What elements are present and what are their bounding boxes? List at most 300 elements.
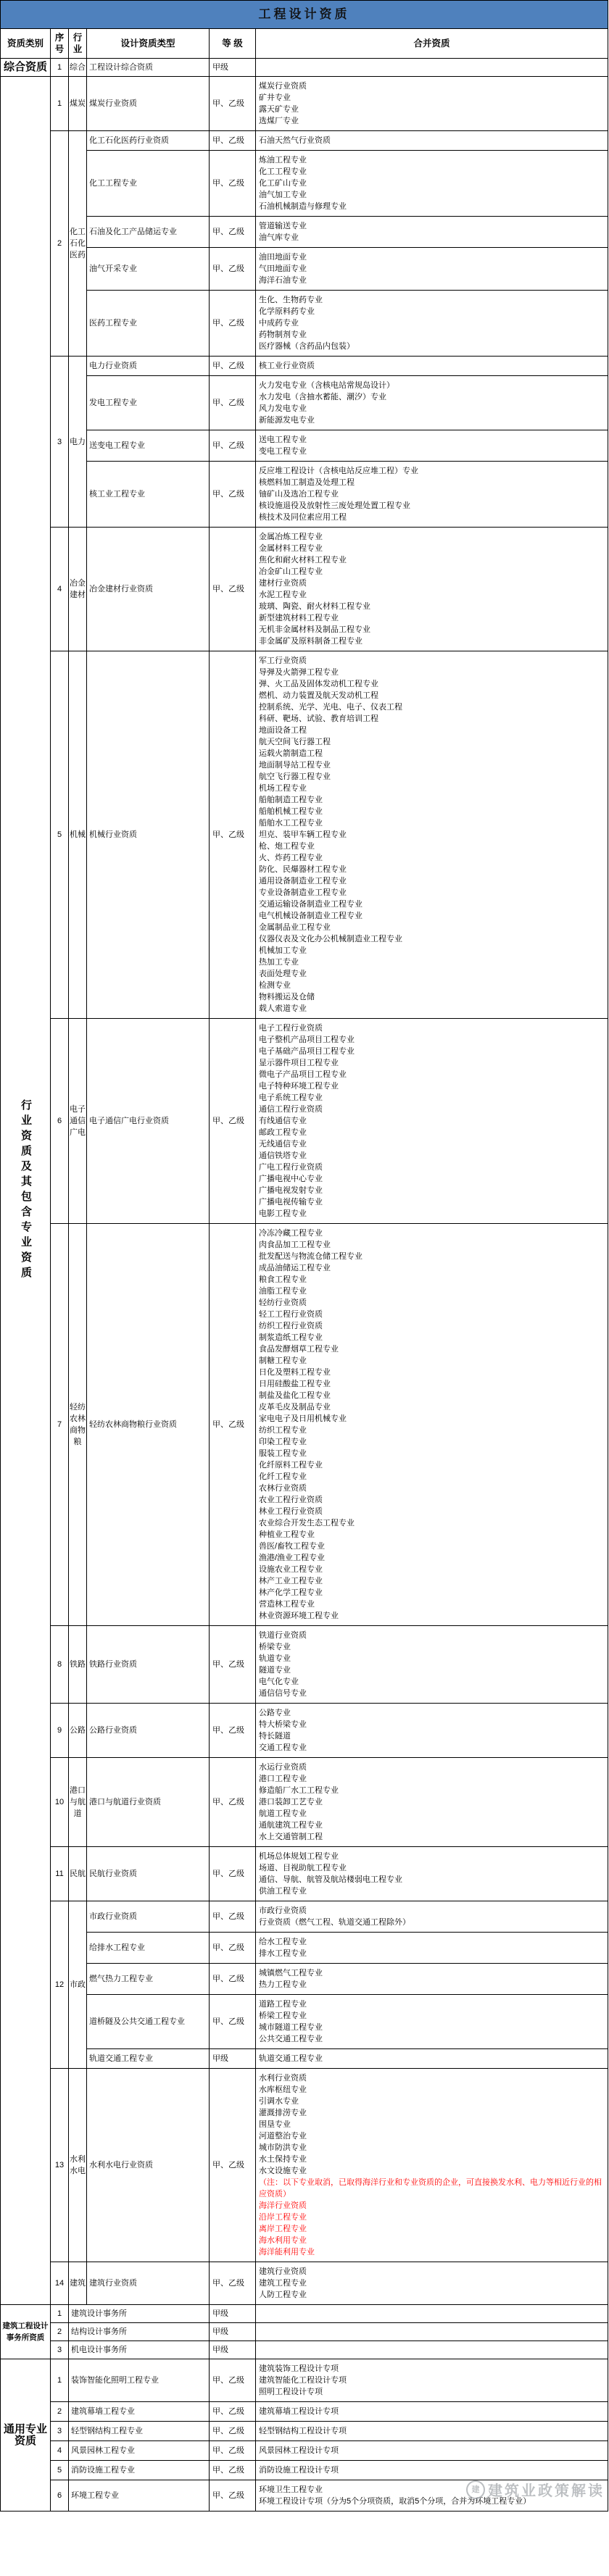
merged-item: 印染工程专业 [259, 1438, 307, 1446]
merged-item: 建筑幕墙工程设计专项 [259, 2407, 339, 2416]
merged-item: 金属材料工程专业 [259, 544, 323, 553]
grade-cell: 甲、乙级 [210, 2461, 256, 2480]
type-cell: 电子通信广电行业资质 [87, 1019, 210, 1224]
merged-item: 火力发电专业（含核电站常规岛设计） [259, 381, 394, 390]
index-cell: 4 [51, 2441, 69, 2461]
industry-cell: 化工石化医药 [69, 131, 87, 357]
merged-item: 有线通信专业 [259, 1117, 307, 1125]
merged-item: 林产工业工程专业 [259, 1577, 323, 1585]
merged-item: 消防设施工程设计专项 [259, 2466, 339, 2475]
grade-cell: 甲、乙级 [210, 1704, 256, 1758]
type-cell: 燃气热力工程专业 [87, 1964, 210, 1995]
merged-item: 防化、民爆器材工程专业 [259, 865, 347, 874]
index-cell: 1 [51, 59, 69, 77]
merged-item: 通用设备制造业工程专业 [259, 877, 347, 885]
table-row [1, 1758, 608, 1847]
merged-item: 特长隧道 [259, 1732, 291, 1741]
merged-item: 制糖工程专业 [259, 1356, 307, 1365]
merged-item: 城市防洪专业 [259, 2143, 307, 2152]
merged-item: 无机非金属材料及制品工程专业 [259, 625, 370, 634]
merged-item: 核燃料加工制造及处理工程 [259, 478, 355, 487]
merged-item: 水力发电（含抽水蓄能、潮汐）专业 [259, 393, 386, 401]
grade-cell: 甲、乙级 [210, 77, 256, 131]
type-cell: 轻型钢结构工程专业 [69, 2422, 210, 2441]
merged-item: 服装工程专业 [259, 1449, 307, 1458]
merged-cell [256, 291, 608, 357]
industry-cell: 公路 [69, 1704, 87, 1758]
table-row [1, 2049, 608, 2069]
merged-item: 石油天然气行业资质 [259, 136, 331, 145]
merged-item: 市政行业资质 [259, 1906, 307, 1915]
grade-cell: 甲、乙级 [210, 357, 256, 376]
index-cell: 2 [51, 2323, 69, 2341]
grade-cell: 甲、乙级 [210, 2359, 256, 2402]
merged-item: 军工行业资质 [259, 656, 307, 665]
merged-item: 露天矿专业 [259, 105, 299, 114]
grade-cell: 甲、乙级 [210, 2441, 256, 2461]
type-cell: 机械行业资质 [87, 651, 210, 1019]
industry-cell: 电力 [69, 357, 87, 528]
industry-cell: 综合 [69, 59, 87, 77]
merged-item: 海洋石油专业 [259, 276, 307, 285]
merged-cell [256, 462, 608, 528]
industry-cell: 机械 [69, 651, 87, 1019]
type-cell: 发电工程专业 [87, 376, 210, 430]
merged-item: 化纤工程专业 [259, 1472, 307, 1481]
merged-item: 成品油储运工程专业 [259, 1264, 331, 1272]
merged-item: 食品发酵烟草工程专业 [259, 1345, 339, 1354]
merged-item: 水库枢纽专业 [259, 2085, 307, 2094]
merged-item: 炼油工程专业 [259, 156, 307, 164]
merged-item: 桥梁专业 [259, 1643, 291, 1651]
merged-item: 载人索道专业 [259, 1004, 307, 1013]
grade-cell: 甲级 [210, 2323, 256, 2341]
grade-cell: 甲级 [210, 2305, 256, 2323]
merged-item: 家电电子及日用机械专业 [259, 1414, 347, 1423]
merged-item: 风力发电专业 [259, 404, 307, 413]
merged-cell [256, 2402, 608, 2422]
merged-item: 排水工程专业 [259, 1949, 307, 1958]
index-cell: 14 [51, 2262, 69, 2305]
table-row [1, 2069, 608, 2262]
merged-cell [256, 1995, 608, 2049]
merged-item: 地面制导站工程专业 [259, 761, 331, 770]
merged-item: 船舶水工工程专业 [259, 819, 323, 828]
merged-item: 林业工程行业资质 [259, 1507, 323, 1516]
grade-cell: 甲、乙级 [210, 2402, 256, 2422]
merged-item: 化学原料药专业 [259, 307, 315, 316]
table-row [1, 1019, 608, 1224]
type-cell: 建筑行业资质 [87, 2262, 210, 2305]
merged-item: （注：以下专业取消，已取得海洋行业和专业资质的企业，可直接换发水利、电力等相近行业的相应资质） [259, 2178, 602, 2198]
merged-item: 电气化专业 [259, 1677, 299, 1686]
page-title: 工程设计资质 [1, 1, 608, 29]
grade-cell: 甲、乙级 [210, 131, 256, 151]
grade-cell: 甲、乙级 [210, 1847, 256, 1901]
merged-item: 水文设施专业 [259, 2167, 307, 2175]
merged-item: 引调水专业 [259, 2097, 299, 2106]
table-row [1, 77, 608, 131]
grade-cell: 甲、乙级 [210, 376, 256, 430]
merged-item: 沿岸工程专业 [259, 2213, 307, 2222]
merged-item: 农业综合开发生态工程专业 [259, 1519, 355, 1527]
merged-cell [256, 2461, 608, 2480]
merged-item: 轻工工程行业资质 [259, 1310, 323, 1319]
merged-item: 广电工程行业资质 [259, 1163, 323, 1172]
merged-cell [256, 651, 608, 1019]
grade-cell: 甲、乙级 [210, 462, 256, 528]
merged-cell [256, 2305, 608, 2323]
industry-cell: 民航 [69, 1847, 87, 1901]
type-cell: 装饰智能化照明工程专业 [69, 2359, 210, 2402]
type-cell: 市政行业资质 [87, 1901, 210, 1933]
type-cell: 医药工程专业 [87, 291, 210, 357]
table-row [1, 2402, 608, 2422]
merged-item: 通信工程行业资质 [259, 1105, 323, 1114]
merged-item: 油气库专业 [259, 233, 299, 242]
grade-cell: 甲、乙级 [210, 217, 256, 248]
merged-item: 风景园林工程设计专项 [259, 2446, 339, 2455]
merged-item: 冶金矿山工程专业 [259, 567, 323, 576]
merged-item: 港口装卸工艺专业 [259, 1798, 323, 1806]
column-header-category: 资质类别 [1, 29, 51, 59]
merged-item: 种植业工程专业 [259, 1530, 315, 1539]
merged-item: 粮食工程专业 [259, 1275, 307, 1284]
type-cell: 煤炭行业资质 [87, 77, 210, 131]
merged-cell [256, 217, 608, 248]
merged-item: 修造船厂水工工程专业 [259, 1786, 339, 1795]
grade-cell: 甲、乙级 [210, 2069, 256, 2262]
merged-item: 公共交通工程专业 [259, 2035, 323, 2043]
grade-cell: 甲、乙级 [210, 1224, 256, 1626]
merged-item: 铀矿山及选冶工程专业 [259, 490, 339, 499]
merged-item: 金属制品业工程专业 [259, 923, 331, 932]
table-row [1, 217, 608, 248]
table-row [1, 357, 608, 376]
merged-item: 核工业行业资质 [259, 362, 315, 370]
merged-item: 弹、火工品及固体发动机工程专业 [259, 680, 378, 688]
index-cell: 4 [51, 528, 69, 651]
type-cell: 民航行业资质 [87, 1847, 210, 1901]
table-row [1, 1626, 608, 1704]
merged-item: 冷冻冷藏工程专业 [259, 1229, 323, 1238]
merged-item: 轨道交通工程专业 [259, 2054, 323, 2063]
merged-cell [256, 2341, 608, 2359]
merged-item: 机械加工专业 [259, 946, 307, 955]
table-row [1, 651, 608, 1019]
grade-cell: 甲、乙级 [210, 2262, 256, 2305]
merged-item: 药物制剂专业 [259, 330, 307, 339]
merged-item: 供油工程专业 [259, 1887, 307, 1896]
merged-item: 控制系统、光学、光电、电子、仪表工程 [259, 703, 402, 712]
merged-item: 渔港/渔业工程专业 [259, 1554, 326, 1562]
merged-item: 交通工程专业 [259, 1743, 307, 1752]
merged-item: 水土保持专业 [259, 2155, 307, 2164]
merged-item: 运载火箭制造工程 [259, 749, 323, 758]
merged-item: 机场总体规划工程专业 [259, 1852, 339, 1861]
merged-item: 农业工程行业资质 [259, 1496, 323, 1504]
merged-item: 城镇燃气工程专业 [259, 1969, 323, 1977]
merged-item: 无线通信专业 [259, 1140, 307, 1149]
merged-item: 核技术及同位素应用工程 [259, 513, 347, 522]
grade-cell: 甲、乙级 [210, 1626, 256, 1704]
table-row [1, 59, 608, 77]
type-cell: 风景园林工程专业 [69, 2441, 210, 2461]
type-cell: 核工业工程专业 [87, 462, 210, 528]
merged-item: 纺织工程行业资质 [259, 1322, 323, 1330]
index-cell: 6 [51, 2480, 69, 2512]
column-header-index: 序号 [51, 29, 69, 59]
merged-item: 反应堆工程设计（含核电站反应堆工程）专业 [259, 467, 418, 475]
merged-cell [256, 2069, 608, 2262]
merged-item: 燃机、动力装置及航天发动机工程 [259, 691, 378, 700]
merged-item: 河道整治专业 [259, 2132, 307, 2141]
merged-item: 船舶制造工程专业 [259, 796, 323, 804]
merged-item: 核设施退役及放射性三废处理处置工程专业 [259, 501, 410, 510]
industry-cell: 水利水电 [69, 2069, 87, 2262]
table-row [1, 1901, 608, 1933]
index-cell: 5 [51, 2461, 69, 2480]
merged-item: 导弹及火箭弹工程专业 [259, 668, 339, 677]
merged-item: 船舶机械工程专业 [259, 807, 323, 816]
type-cell: 石油及化工产品储运专业 [87, 217, 210, 248]
industry-cell: 市政 [69, 1901, 87, 2069]
table-row [1, 1847, 608, 1901]
merged-item: 电子整机产品项目工程专业 [259, 1035, 355, 1044]
merged-item: 变电工程专业 [259, 447, 307, 456]
type-cell: 送变电工程专业 [87, 430, 210, 462]
table-row [1, 430, 608, 462]
merged-item: 金属冶炼工程专业 [259, 533, 323, 541]
merged-item: 科研、靶场、试验、教育培训工程 [259, 714, 378, 723]
grade-cell: 甲、乙级 [210, 1933, 256, 1964]
merged-item: 新型建筑材料工程专业 [259, 614, 339, 622]
merged-item: 港口工程专业 [259, 1775, 307, 1783]
type-cell: 油气开采专业 [87, 248, 210, 291]
merged-item: 建材行业资质 [259, 579, 307, 588]
merged-item: 煤炭行业资质 [259, 82, 307, 91]
merged-cell [256, 2323, 608, 2341]
type-cell: 公路行业资质 [87, 1704, 210, 1758]
merged-item: 石油机械制造与修理专业 [259, 202, 347, 211]
table-row [1, 2461, 608, 2480]
merged-item: 轻型钢结构工程设计专项 [259, 2427, 347, 2435]
column-header-type: 设计资质类型 [87, 29, 210, 59]
merged-item: 电影工程专业 [259, 1209, 307, 1218]
table-row [1, 1704, 608, 1758]
merged-cell [256, 151, 608, 217]
index-cell: 9 [51, 1704, 69, 1758]
category-cell: 通用专业资质 [1, 2359, 51, 2512]
type-cell: 机电设计事务所 [69, 2341, 210, 2359]
index-cell: 3 [51, 2422, 69, 2441]
type-cell: 轨道交通工程专业 [87, 2049, 210, 2069]
merged-item: 道路工程专业 [259, 2000, 307, 2009]
merged-item: 城市隧道工程专业 [259, 2023, 323, 2032]
index-cell: 5 [51, 651, 69, 1019]
grade-cell: 甲级 [210, 59, 256, 77]
merged-item: 人防工程专业 [259, 2291, 307, 2299]
merged-item: 地面设备工程 [259, 726, 307, 735]
merged-item: 离岸工程专业 [259, 2225, 307, 2233]
merged-item: 皮革毛皮及制品专业 [259, 1403, 331, 1412]
table-row [1, 131, 608, 151]
merged-item: 林业资源环境工程专业 [259, 1612, 339, 1620]
merged-cell [256, 2441, 608, 2461]
merged-cell [256, 1704, 608, 1758]
merged-cell [256, 528, 608, 651]
table-row [1, 2323, 608, 2341]
merged-item: 建筑工程专业 [259, 2279, 307, 2288]
merged-item: 医疗器械（含药品内包装） [259, 342, 355, 351]
merged-item: 热力工程专业 [259, 1980, 307, 1989]
merged-item: 邮政工程专业 [259, 1128, 307, 1137]
type-cell: 冶金建材行业资质 [87, 528, 210, 651]
table-row [1, 1933, 608, 1964]
table-row [1, 462, 608, 528]
industry-cell: 煤炭 [69, 77, 87, 131]
merged-item: 仪器仪表及文化办公机械制造业工程专业 [259, 935, 402, 943]
grade-cell: 甲、乙级 [210, 528, 256, 651]
grade-cell: 甲、乙级 [210, 1019, 256, 1224]
grade-cell: 甲级 [210, 2049, 256, 2069]
merged-item: 通信信号专业 [259, 1689, 307, 1698]
merged-item: 水上交通管制工程 [259, 1833, 323, 1841]
header-row [1, 29, 608, 59]
merged-item: 广播电视中心专业 [259, 1175, 323, 1183]
index-cell: 3 [51, 2341, 69, 2359]
category-cell: 综合资质 [1, 59, 51, 77]
merged-item: 水利行业资质 [259, 2074, 307, 2083]
grade-cell: 甲、乙级 [210, 151, 256, 217]
merged-item: 火、炸药工程专业 [259, 854, 323, 862]
merged-cell [256, 376, 608, 430]
merged-item: 日化及塑料工程专业 [259, 1368, 331, 1377]
table-row [1, 2422, 608, 2441]
column-header-merged: 合并资质 [256, 29, 608, 59]
type-cell: 环境工程专业 [69, 2480, 210, 2512]
merged-cell [256, 1901, 608, 1933]
type-cell: 轻纺农林商物粮行业资质 [87, 1224, 210, 1626]
merged-item: 海洋行业资质 [259, 2201, 307, 2210]
industry-cell: 冶金建材 [69, 528, 87, 651]
merged-item: 油气加工专业 [259, 191, 307, 199]
type-cell: 化工工程专业 [87, 151, 210, 217]
index-cell: 1 [51, 2359, 69, 2402]
type-cell: 水利水电行业资质 [87, 2069, 210, 2262]
merged-cell [256, 2480, 608, 2512]
merged-item: 广播电视传输专业 [259, 1198, 323, 1206]
index-cell: 2 [51, 2402, 69, 2422]
merged-cell [256, 2262, 608, 2305]
table-row [1, 1995, 608, 2049]
type-cell: 给排水工程专业 [87, 1933, 210, 1964]
merged-item: 新能源发电专业 [259, 416, 315, 425]
merged-cell [256, 131, 608, 151]
merged-item: 海水利用专业 [259, 2236, 307, 2245]
column-header-grade: 等 级 [210, 29, 256, 59]
merged-item: 矿井专业 [259, 93, 291, 102]
merged-item: 油田地面专业 [259, 253, 307, 262]
merged-item: 隧道专业 [259, 1666, 291, 1675]
merged-item: 电子系统工程专业 [259, 1093, 323, 1102]
grade-cell: 甲、乙级 [210, 291, 256, 357]
index-cell: 1 [51, 77, 69, 131]
index-cell: 7 [51, 1224, 69, 1626]
grade-cell: 甲、乙级 [210, 1995, 256, 2049]
index-cell: 12 [51, 1901, 69, 2069]
index-cell: 3 [51, 357, 69, 528]
merged-item: 选煤厂专业 [259, 117, 299, 125]
index-cell: 11 [51, 1847, 69, 1901]
merged-item: 建筑装饰工程设计专项 [259, 2364, 339, 2373]
merged-item: 照明工程设计专项 [259, 2388, 323, 2396]
type-cell: 电力行业资质 [87, 357, 210, 376]
merged-item: 非金属矿及原料制备工程专业 [259, 637, 362, 646]
merged-item: 海洋能利用专业 [259, 2248, 315, 2256]
industry-cell: 港口与航道 [69, 1758, 87, 1847]
merged-cell [256, 77, 608, 131]
index-cell: 8 [51, 1626, 69, 1704]
merged-item: 航空飞行器工程专业 [259, 772, 331, 781]
merged-cell [256, 1626, 608, 1704]
merged-item: 化纤原料工程专业 [259, 1461, 323, 1470]
merged-item: 桥梁工程专业 [259, 2012, 307, 2020]
type-cell: 建筑设计事务所 [69, 2305, 210, 2323]
merged-cell [256, 2049, 608, 2069]
merged-item: 纺织工程专业 [259, 1426, 307, 1435]
merged-item: 广播电视发射专业 [259, 1186, 323, 1195]
merged-item: 物料搬运及仓储 [259, 993, 315, 1001]
table-row [1, 2359, 608, 2402]
type-cell: 道桥隧及公共交通工程专业 [87, 1995, 210, 2049]
merged-item: 微电子产品项目工程专业 [259, 1070, 347, 1079]
merged-item: 铁道行业资质 [259, 1631, 307, 1640]
grade-cell: 甲、乙级 [210, 1964, 256, 1995]
merged-cell [256, 1847, 608, 1901]
merged-item: 围垦专业 [259, 2120, 291, 2129]
merged-item: 送电工程专业 [259, 435, 307, 444]
industry-cell: 建筑 [69, 2262, 87, 2305]
merged-cell [256, 1964, 608, 1995]
merged-item: 热加工专业 [259, 958, 299, 967]
merged-item: 玻璃、陶瓷、耐火材料工程专业 [259, 602, 370, 611]
merged-cell [256, 248, 608, 291]
index-cell: 10 [51, 1758, 69, 1847]
merged-item: 制浆造纸工程专业 [259, 1333, 323, 1342]
merged-item: 中成药专业 [259, 319, 299, 328]
merged-item: 轨道专业 [259, 1654, 291, 1663]
merged-item: 肉食品加工工程专业 [259, 1241, 331, 1249]
merged-item: 特大桥梁专业 [259, 1720, 307, 1729]
type-cell: 化工石化医药行业资质 [87, 131, 210, 151]
category-cell: 行业资质及其包含专业资质 [1, 77, 51, 2305]
merged-item: 显示器件项目工程专业 [259, 1059, 339, 1067]
merged-item: 表面处理专业 [259, 970, 307, 978]
merged-item: 农林行业资质 [259, 1484, 307, 1493]
merged-item: 坦克、装甲车辆工程专业 [259, 830, 347, 839]
index-cell: 13 [51, 2069, 69, 2262]
merged-item: 生化、生物药专业 [259, 296, 323, 304]
merged-cell [256, 1019, 608, 1224]
industry-cell: 铁路 [69, 1626, 87, 1704]
category-cell: 建筑工程设计事务所资质 [1, 2305, 51, 2359]
type-cell: 铁路行业资质 [87, 1626, 210, 1704]
index-cell: 6 [51, 1019, 69, 1224]
merged-cell [256, 1224, 608, 1626]
table-row [1, 2305, 608, 2323]
merged-item: 化工矿山专业 [259, 179, 307, 188]
